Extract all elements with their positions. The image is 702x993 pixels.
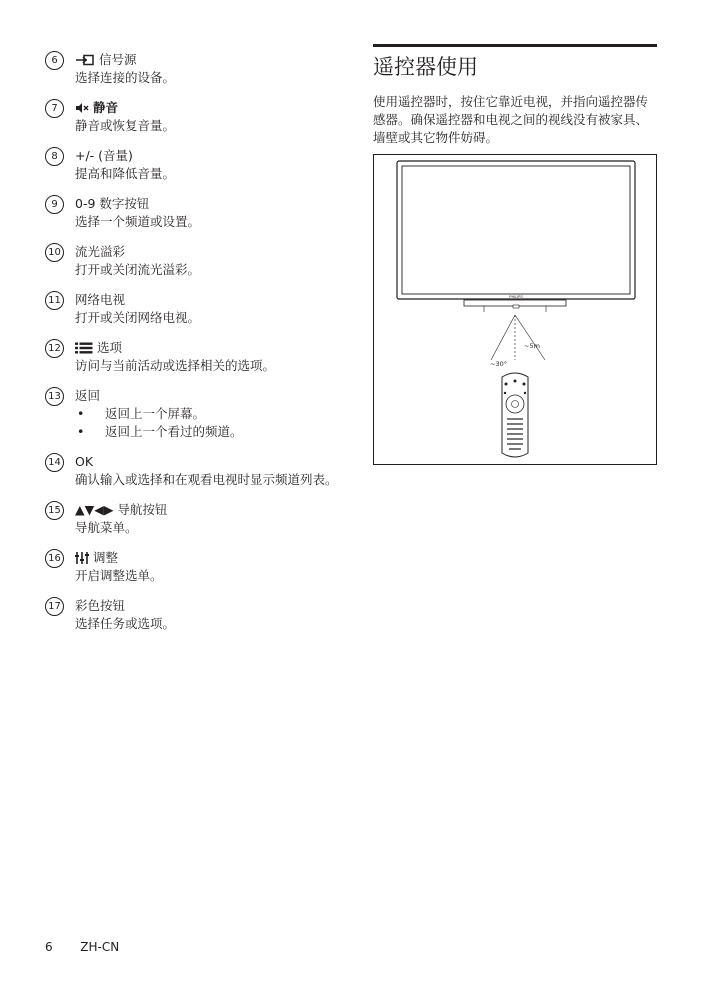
item-description: 导航菜单。 <box>75 520 138 535</box>
remote-control <box>502 373 528 457</box>
list-item <box>45 147 345 183</box>
item-title: 彩色按钮 <box>75 598 126 613</box>
item-title: 网络电视 <box>75 292 126 307</box>
angle-label: ~30° <box>490 360 507 368</box>
item-description: 访问与当前活动或选择相关的选项。 <box>75 358 276 373</box>
bullet-list <box>75 405 345 441</box>
adjust-icon <box>75 552 89 564</box>
language-code: ZH-CN <box>80 940 120 954</box>
ir-sensor <box>513 305 519 308</box>
item-number: 17 <box>45 597 64 616</box>
list-item <box>45 597 345 633</box>
section-heading: 遥控器使用 <box>373 55 478 79</box>
item-description: 提高和降低音量。 <box>75 166 176 181</box>
item-number: 12 <box>45 339 64 358</box>
button-list <box>45 51 345 645</box>
list-item <box>45 501 345 537</box>
list-item <box>45 291 345 327</box>
signal-line <box>515 315 545 360</box>
list-item <box>45 51 345 87</box>
page-number: 6 <box>45 940 53 954</box>
item-title: 信号源 <box>75 51 345 69</box>
item-title: 调整 <box>75 549 345 567</box>
item-title: 选项 <box>75 339 345 357</box>
page-footer <box>45 940 119 954</box>
list-item <box>45 549 345 585</box>
item-number: 11 <box>45 291 64 310</box>
item-title: 流光溢彩 <box>75 244 126 259</box>
item-description: 静音或恢复音量。 <box>75 118 176 133</box>
remote-diagram <box>373 154 657 465</box>
item-description: 选择连接的设备。 <box>75 70 176 85</box>
section-rule <box>373 44 657 47</box>
list-item <box>45 453 345 489</box>
item-number: 16 <box>45 549 64 568</box>
item-number: 9 <box>45 195 64 214</box>
item-title: 返回 <box>75 388 101 403</box>
item-title: 静音 <box>75 99 345 117</box>
list-item <box>45 243 345 279</box>
item-title: ▲▼◀▶ 导航按钮 <box>75 502 168 517</box>
list-item <box>45 387 345 441</box>
bullet-item: • 返回上一个看过的频道。 <box>77 424 243 439</box>
item-number: 10 <box>45 243 64 262</box>
signal-line <box>491 315 515 360</box>
item-title: 0-9 数字按钮 <box>75 196 150 211</box>
item-description: 打开或关闭流光溢彩。 <box>75 262 201 277</box>
tv-remote-illustration <box>374 155 656 464</box>
list-item <box>45 99 345 135</box>
tv-brand-logo: PHILIPS <box>509 295 523 299</box>
item-number: 7 <box>45 99 64 118</box>
mute-icon <box>75 102 89 114</box>
item-title: +/- (音量) <box>75 148 133 163</box>
list-item <box>45 195 345 231</box>
item-title: OK <box>75 454 94 469</box>
item-number: 6 <box>45 51 64 70</box>
tv-screen <box>402 166 630 294</box>
source-icon <box>75 54 95 66</box>
item-number: 13 <box>45 387 64 406</box>
list-item <box>45 339 345 375</box>
item-description: 开启调整选单。 <box>75 568 163 583</box>
remote-usage-section <box>373 44 657 465</box>
item-description: 选择一个频道或设置。 <box>75 214 201 229</box>
item-number: 14 <box>45 453 64 472</box>
distance-label: ~5m <box>524 342 540 350</box>
item-number: 15 <box>45 501 64 520</box>
item-description: 打开或关闭网络电视。 <box>75 310 201 325</box>
item-description: 选择任务或选项。 <box>75 616 176 631</box>
list-icon <box>75 342 93 354</box>
item-description: 确认输入或选择和在观看电视时显示频道列表。 <box>75 472 338 487</box>
item-number: 8 <box>45 147 64 166</box>
bullet-item: • 返回上一个屏幕。 <box>77 406 206 421</box>
section-paragraph: 使用遥控器时，按住它靠近电视，并指向遥控器传感器。确保遥控器和电视之间的视线没有被家具、墙壁或其它物件妨碍。 <box>373 94 649 145</box>
